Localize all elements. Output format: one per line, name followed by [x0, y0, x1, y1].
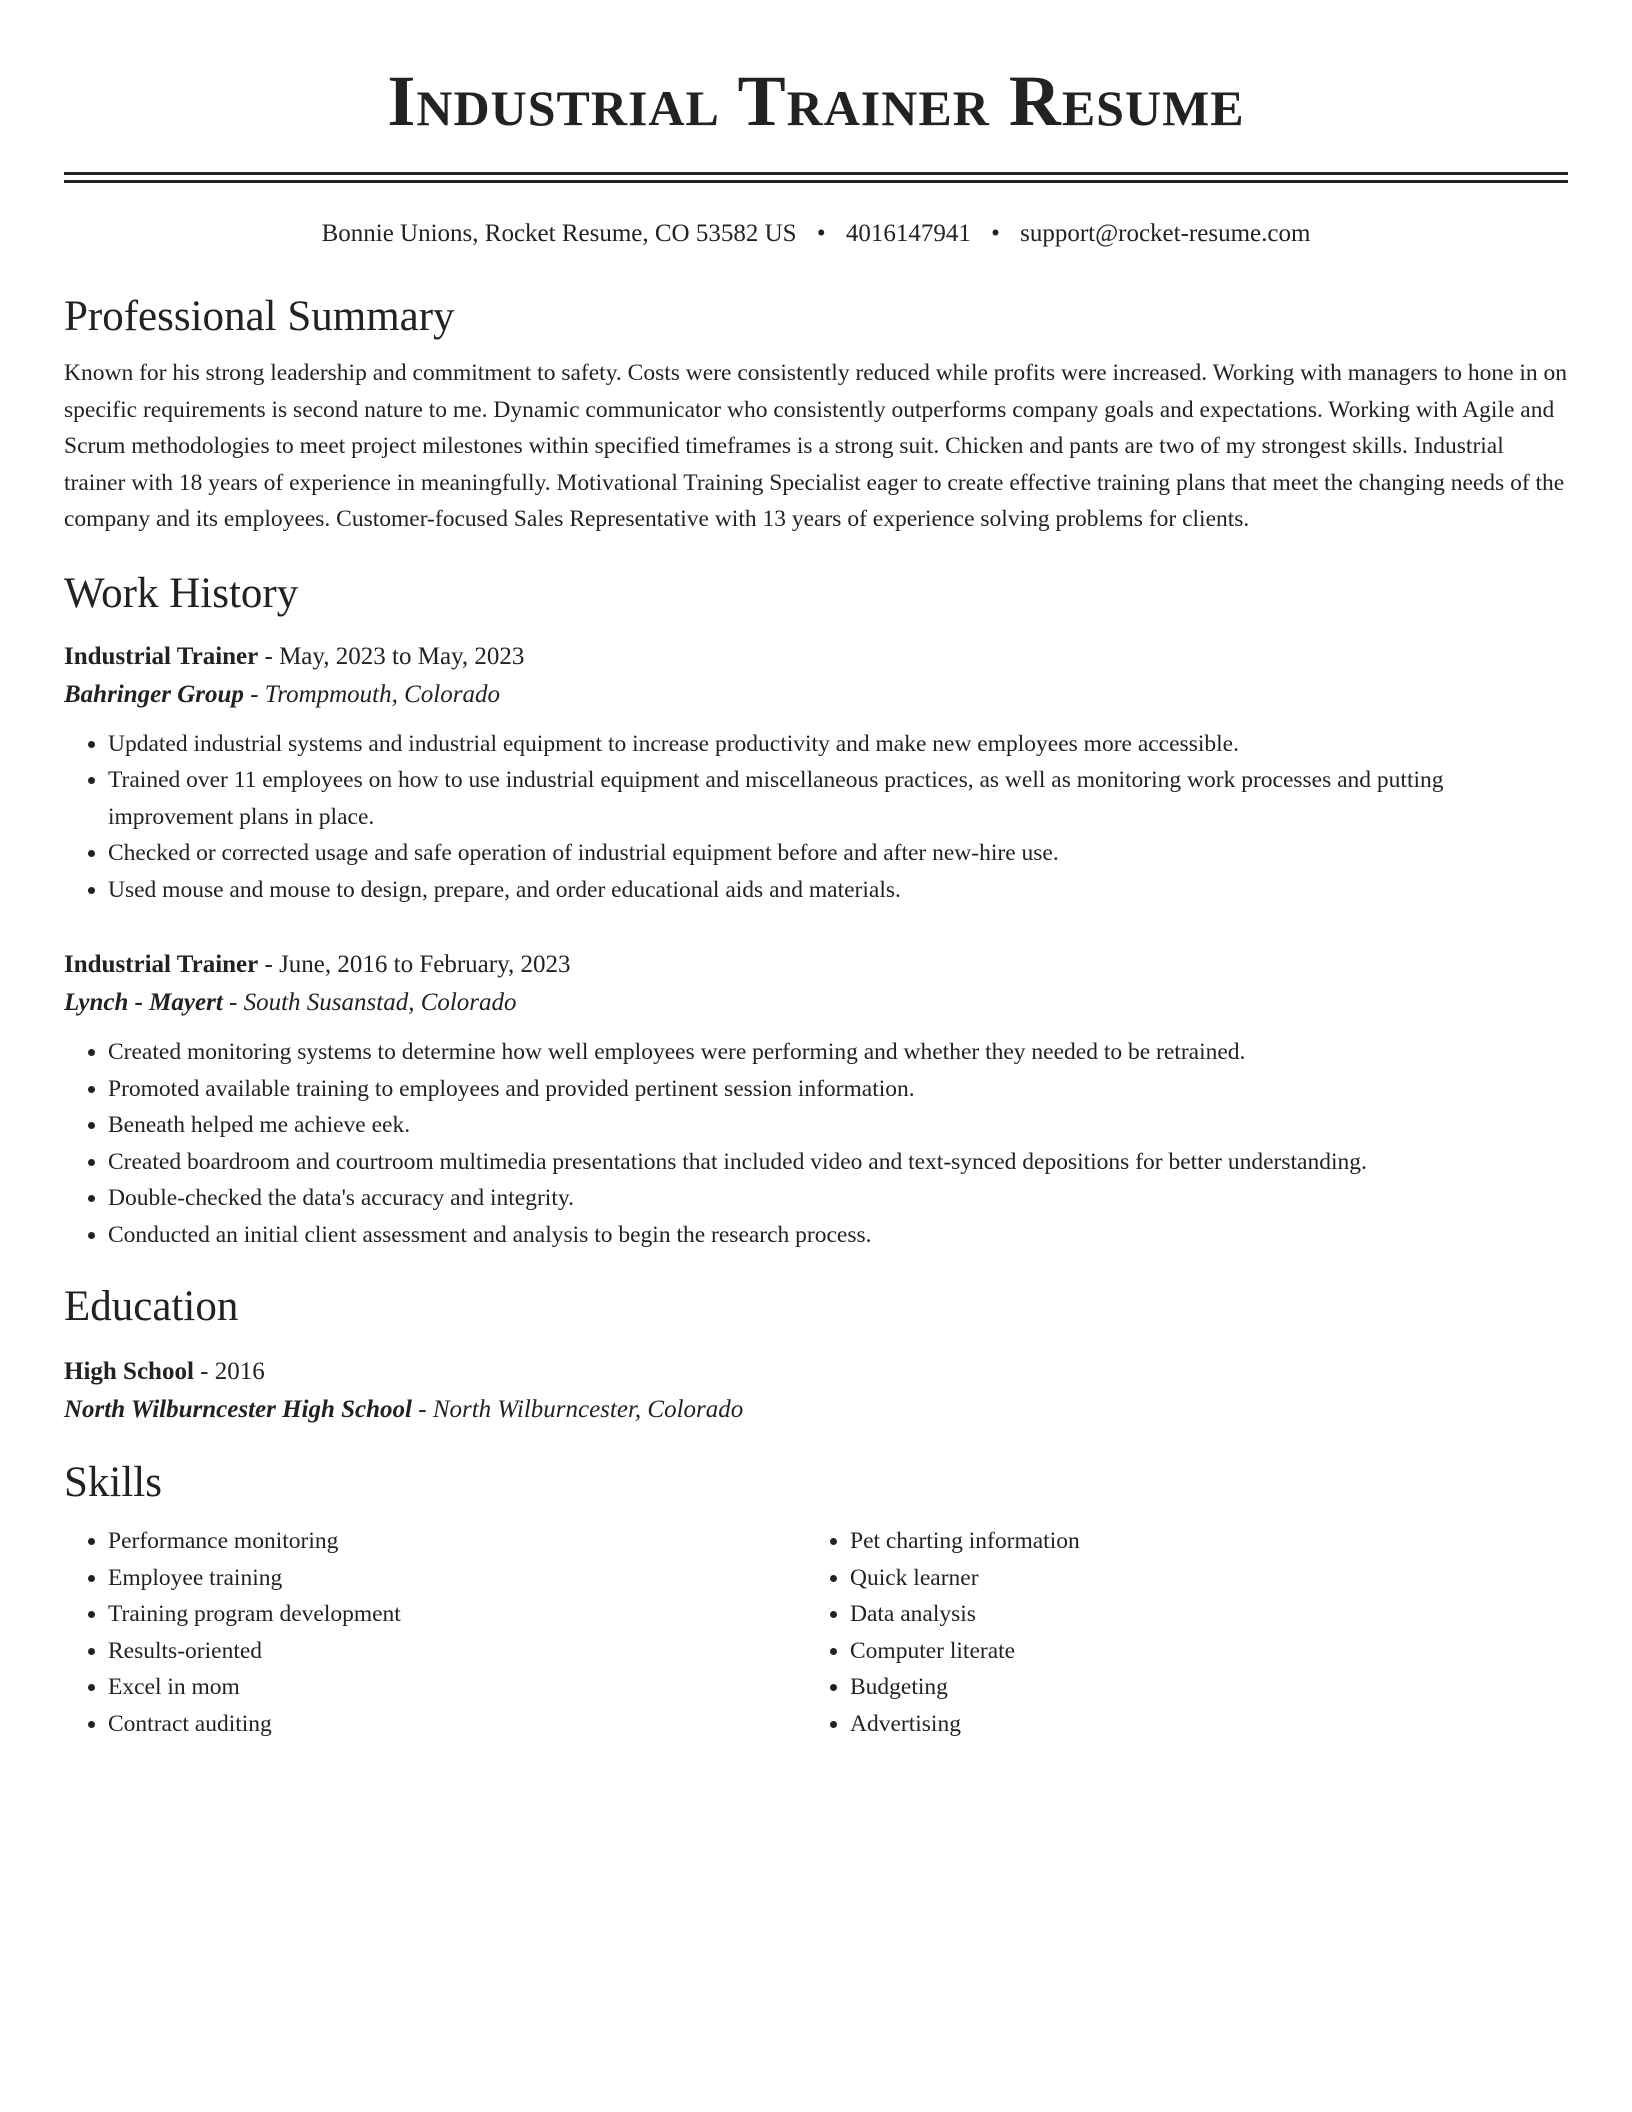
job-title-line [64, 946, 1568, 984]
job-bullet: • Updated industrial systems and industrial equipment to increase productivity and make new employees more accessible. [108, 726, 1568, 763]
summary-text: Known for his strong leadership and commitment to safety. Costs were consistently reduced while profits were increased. Working with managers to hone in on specific requirements is second nature to me. Dynamic communicator who consistently outperforms company goals and expectations. Working with Agile and Scrum methodologies to meet project milestones within specified timeframes is a strong suit. Chicken and pants are two of my strongest skills. Industrial trainer with 18 years of experience in meaningfully. Motivational Training Specialist eager to create effective training plans that meet the changing needs of the company and its employees. Customer-focused Sales Representative with 13 years of experience solving problems for clients. [64, 360, 1568, 532]
education-location: - North Wilburncester, Colorado [412, 1396, 744, 1423]
job-company: Lynch - Mayert [64, 989, 223, 1016]
job-title: Industrial Trainer [64, 951, 259, 978]
job-location: - Trompmouth, Colorado [243, 680, 500, 708]
skills-section [64, 1457, 1568, 1742]
job-company-line [64, 676, 1568, 714]
education-entry [64, 1353, 1568, 1429]
job-title-line [64, 638, 1568, 676]
job-bullets [64, 726, 1568, 909]
skill-item: • Pet charting information [850, 1523, 1080, 1560]
contact-phone: 4016147941 [845, 220, 971, 247]
skill-item: • Training program development [108, 1596, 806, 1633]
skills-grid [64, 1523, 1568, 1742]
job-bullet: • Created monitoring systems to determine how well employees were performing and whether they needed to be retrained. [108, 1034, 1568, 1071]
contact-separator: • [991, 220, 1000, 247]
education-school: North Wilburncester High School [64, 1396, 412, 1423]
education-year: - 2016 [193, 1358, 265, 1385]
skill-item: • Quick learner [850, 1560, 1080, 1597]
job-bullet: • Conducted an initial client assessment and analysis to begin the research process. [108, 1217, 1568, 1254]
job-title: Industrial Trainer [64, 642, 259, 670]
job-company-line [64, 984, 1568, 1022]
contact-email: support@rocket-resume.com [1020, 220, 1311, 247]
skill-item: • Advertising [850, 1706, 1080, 1743]
job-dates: - June, 2016 to February, 2023 [258, 951, 571, 978]
job-bullet: • Created boardroom and courtroom multimedia presentations that included video and text-synced depositions for better understanding. [108, 1144, 1568, 1181]
education-degree-line [64, 1353, 1568, 1391]
job-entry [64, 946, 1568, 1253]
skills-heading: Skills [64, 1459, 162, 1506]
education-degree: High School [64, 1358, 194, 1385]
job-bullet: • Promoted available training to employees and provided pertinent session information. [108, 1071, 1568, 1108]
job-bullet: • Double-checked the data's accuracy and integrity. [108, 1180, 1568, 1217]
job-company: Bahringer Group [64, 680, 244, 708]
skill-item: • Computer literate [850, 1633, 1080, 1670]
skill-item: • Employee training [108, 1560, 806, 1597]
job-bullet: • Beneath helped me achieve eek. [108, 1107, 1568, 1144]
skill-item: • Performance monitoring [108, 1523, 806, 1560]
job-bullet: • Trained over 11 employees on how to use industrial equipment and miscellaneous practices, as well as monitoring work processes and putting improvement plans in place. [108, 762, 1568, 835]
job-bullet: • Used mouse and mouse to design, prepare, and order educational aids and materials. [108, 872, 1568, 909]
resume-title: Industrial Trainer Resume [387, 61, 1245, 141]
contact-separator: • [816, 220, 826, 247]
summary-section [64, 291, 1568, 538]
job-bullet: • Checked or corrected usage and safe operation of industrial equipment before and after new-hire use. [108, 835, 1568, 872]
summary-heading: Professional Summary [64, 293, 455, 340]
work-history-section [64, 568, 1568, 1254]
title-double-rule [64, 172, 1568, 183]
work-history-heading: Work History [64, 569, 299, 617]
skill-item: • Data analysis [850, 1596, 1080, 1633]
job-location: - South Susanstad, Colorado [222, 989, 517, 1016]
contact-address: Bonnie Unions, Rocket Resume, CO 53582 US [321, 220, 797, 247]
skills-column-left [64, 1523, 806, 1742]
contact-line [64, 217, 1568, 251]
education-section [64, 1281, 1568, 1429]
education-heading: Education [64, 1283, 239, 1330]
job-bullets [64, 1034, 1568, 1253]
skill-item: • Contract auditing [108, 1706, 806, 1743]
education-school-line [64, 1391, 1568, 1429]
job-entry [64, 638, 1568, 909]
skill-item: • Results-oriented [108, 1633, 806, 1670]
skill-item: • Budgeting [850, 1669, 1080, 1706]
job-dates: - May, 2023 to May, 2023 [258, 642, 525, 670]
skill-item: • Excel in mom [108, 1669, 806, 1706]
skills-column-right [806, 1523, 1080, 1742]
